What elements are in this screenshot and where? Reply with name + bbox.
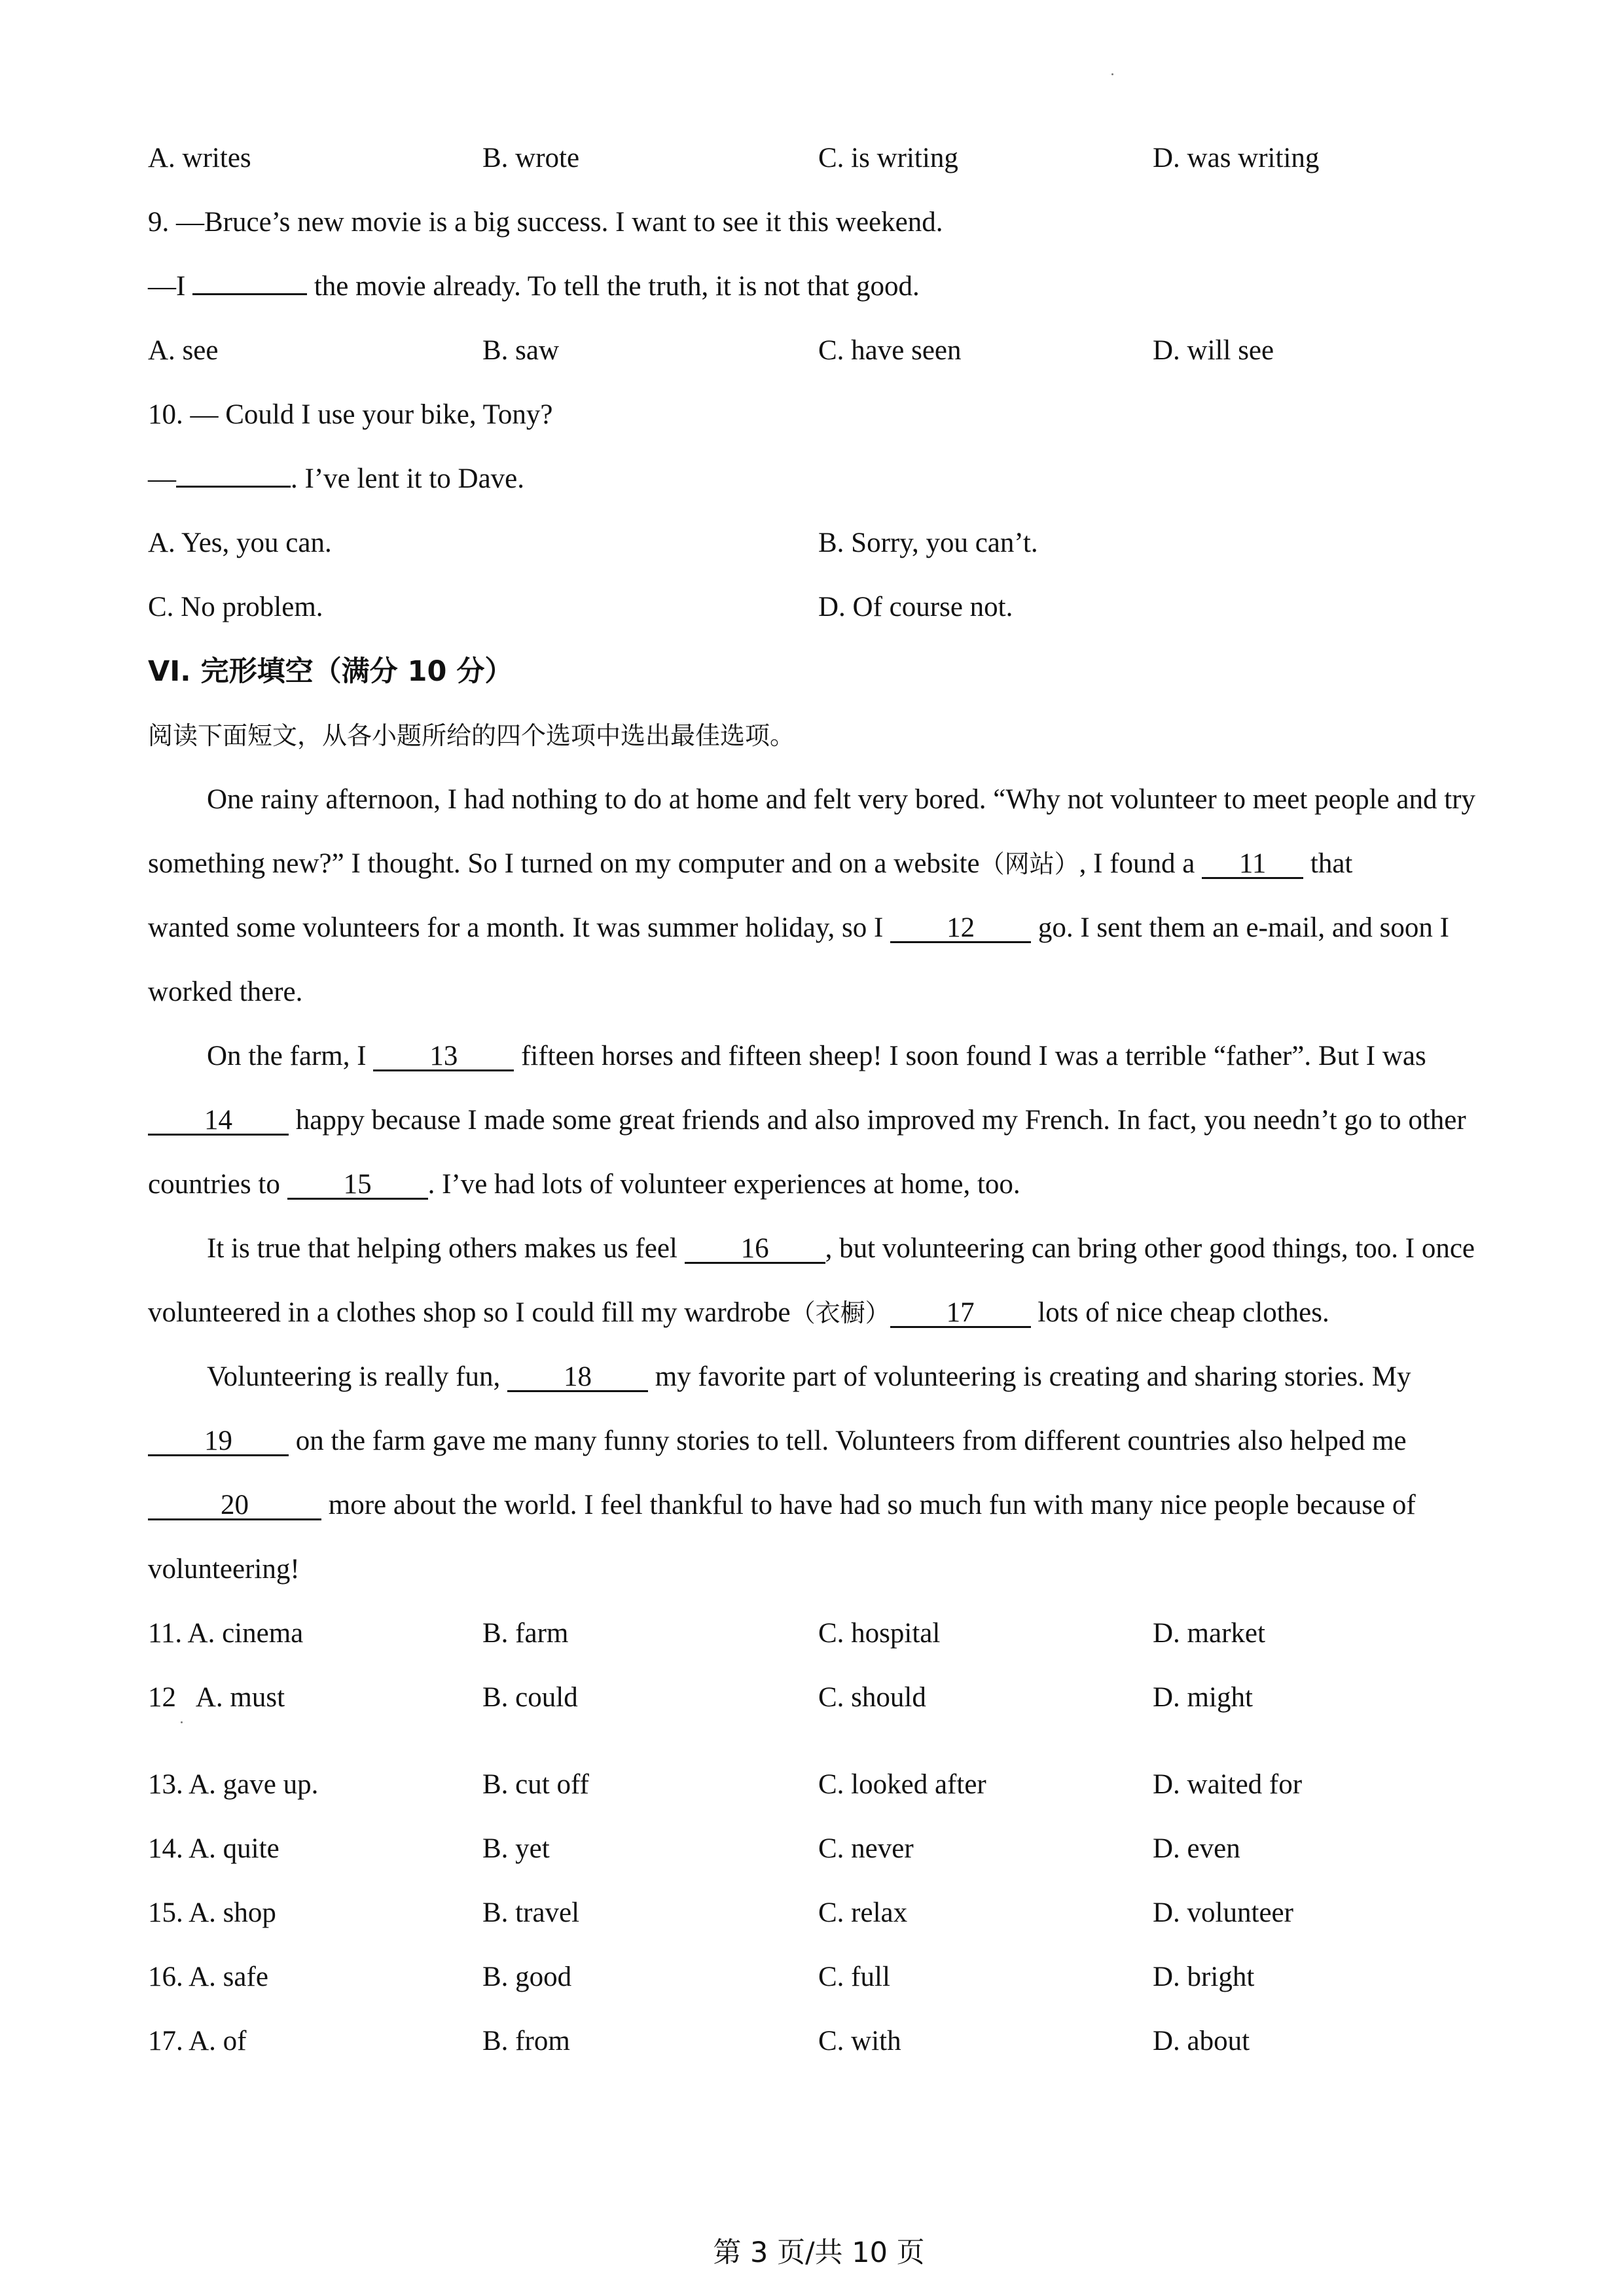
passage-p4-line4: volunteering! — [148, 1554, 300, 1585]
q11-option-a: 11. A. cinema — [148, 1618, 304, 1649]
passage-p1-line2 — [148, 847, 1352, 881]
passage-p3-line2 — [148, 1296, 1329, 1330]
q15-option-c: C. relax — [818, 1897, 908, 1928]
text-run: On the farm, I — [207, 1041, 374, 1071]
text-run: more about the world. I feel thankful to have had so much fun with many nice people because of — [321, 1490, 1416, 1520]
text-run: lots of nice cheap clothes. — [1030, 1297, 1329, 1328]
q10-option-a: A. Yes, you can. — [148, 528, 332, 558]
passage-p3-line1 — [148, 1232, 1475, 1266]
q15-option-a: 15. A. shop — [148, 1897, 276, 1928]
passage-p2-line2 — [148, 1103, 1466, 1138]
q14-option-c: C. never — [818, 1833, 914, 1864]
passage-p4-line3 — [148, 1488, 1416, 1522]
q9-option-c: C. have seen — [818, 335, 962, 366]
text-run: It is true that helping others makes us feel — [207, 1233, 685, 1264]
q10-line1: 10. — Could I use your bike, Tony? — [148, 399, 553, 430]
scan-speck — [181, 1721, 183, 1723]
q12-option-c: C. should — [818, 1682, 926, 1713]
blank-13: 13 — [373, 1043, 514, 1071]
q12-option-b: B. could — [482, 1682, 578, 1713]
text-run: my favorite part of volunteering is creating and sharing stories. My — [647, 1361, 1411, 1392]
q9-option-d: D. will see — [1153, 335, 1274, 366]
blank-17: 17 — [890, 1300, 1031, 1328]
q10-line2-post: . I’ve lent it to Dave. — [291, 463, 525, 494]
q17-option-b: B. from — [482, 2026, 570, 2056]
blank-18: 18 — [507, 1364, 648, 1392]
q9-option-b: B. saw — [482, 335, 560, 366]
q13-option-d: D. waited for — [1153, 1769, 1303, 1800]
q9-option-a: A. see — [148, 335, 219, 366]
cjk-gloss: （网站） — [979, 850, 1079, 878]
q15-option-b: B. travel — [482, 1897, 580, 1928]
section-instruction: 阅读下面短文，从各小题所给的四个选项中选出最佳选项。 — [148, 721, 795, 750]
text-run: go. I sent them an e-mail, and soon I — [1031, 912, 1449, 943]
text-run: wanted some volunteers for a month. It was summer holiday, so I — [148, 912, 891, 943]
blank-11: 11 — [1202, 851, 1303, 879]
q12-option-a: 12 A. must — [148, 1682, 285, 1713]
q10-option-b: B. Sorry, you can’t. — [818, 528, 1038, 558]
passage-p2-line1 — [148, 1039, 1426, 1073]
text-run: fifteen horses and fifteen sheep! I soon found I was a terrible “father”. But I was — [514, 1041, 1426, 1071]
text-run: , but volunteering can bring other good things, too. I once — [825, 1233, 1475, 1264]
q9-line2 — [148, 270, 920, 304]
q14-option-b: B. yet — [482, 1833, 550, 1864]
scan-speck — [1111, 73, 1113, 75]
q17-option-d: D. about — [1153, 2026, 1250, 2056]
q10-blank — [176, 486, 291, 488]
blank-15: 15 — [287, 1172, 428, 1200]
q9-blank — [192, 293, 307, 295]
q9-line2-post: the movie already. To tell the truth, it is not that good. — [307, 271, 920, 302]
q16-option-d: D. bright — [1153, 1962, 1255, 1992]
text-run: volunteered in a clothes shop so I could fill my wardrobe — [148, 1297, 791, 1328]
q16-option-c: C. full — [818, 1962, 890, 1992]
passage-p1-line3 — [148, 911, 1449, 945]
blank-14: 14 — [148, 1107, 289, 1136]
blank-19: 19 — [148, 1428, 289, 1456]
q15-option-d: D. volunteer — [1153, 1897, 1293, 1928]
q9-line1: 9. —Bruce’s new movie is a big success. I want to see it this weekend. — [148, 207, 943, 238]
section-title: VI. 完形填空（满分 10 分） — [148, 655, 513, 688]
text-run: , I found a — [1079, 848, 1202, 879]
q8-option-b: B. wrote — [482, 143, 580, 173]
q17-option-c: C. with — [818, 2026, 901, 2056]
q17-option-a: 17. A. of — [148, 2026, 247, 2056]
q8-option-c: C. is writing — [818, 143, 958, 173]
q16-option-a: 16. A. safe — [148, 1962, 268, 1992]
q8-option-d: D. was writing — [1153, 143, 1320, 173]
passage-p1-line1: One rainy afternoon, I had nothing to do at home and felt very bored. “Why not volunteer to meet people and try — [207, 784, 1475, 815]
text-run: something new?” I thought. So I turned on my computer and on a website — [148, 848, 980, 879]
q14-option-a: 14. A. quite — [148, 1833, 280, 1864]
q16-option-b: B. good — [482, 1962, 572, 1992]
passage-p4-line1 — [148, 1360, 1411, 1394]
q9-line2-pre: —I — [148, 271, 193, 302]
blank-20: 20 — [148, 1492, 321, 1520]
passage-p2-line3 — [148, 1168, 1020, 1202]
q13-option-c: C. looked after — [818, 1769, 986, 1800]
q11-option-b: B. farm — [482, 1618, 569, 1649]
q10-option-c: C. No problem. — [148, 592, 323, 622]
passage-p4-line2 — [148, 1424, 1407, 1458]
cjk-gloss: （衣橱） — [790, 1299, 890, 1327]
q13-option-a: 13. A. gave up. — [148, 1769, 319, 1800]
q10-option-d: D. Of course not. — [818, 592, 1013, 622]
q14-option-d: D. even — [1153, 1833, 1240, 1864]
text-run: happy because I made some great friends and also improved my French. In fact, you needn’t go to other — [289, 1105, 1466, 1136]
text-run: . I’ve had lots of volunteer experiences at home, too. — [427, 1169, 1020, 1200]
passage-p1-line4: worked there. — [148, 977, 303, 1007]
q12-option-d: D. might — [1153, 1682, 1253, 1713]
q11-option-c: C. hospital — [818, 1618, 941, 1649]
blank-16: 16 — [685, 1236, 825, 1264]
q8-option-a: A. writes — [148, 143, 251, 173]
exam-page — [148, 0, 1490, 2296]
q13-option-b: B. cut off — [482, 1769, 589, 1800]
q10-line2 — [148, 462, 524, 496]
text-run: that — [1303, 848, 1353, 879]
q10-line2-pre: — — [148, 463, 176, 494]
text-run: countries to — [148, 1169, 287, 1200]
q11-option-d: D. market — [1153, 1618, 1265, 1649]
page-footer: 第 3 页/共 10 页 — [713, 2236, 925, 2269]
blank-12: 12 — [890, 915, 1031, 943]
text-run: Volunteering is really fun, — [207, 1361, 507, 1392]
text-run: on the farm gave me many funny stories to tell. Volunteers from different countries also helped me — [289, 1426, 1407, 1456]
